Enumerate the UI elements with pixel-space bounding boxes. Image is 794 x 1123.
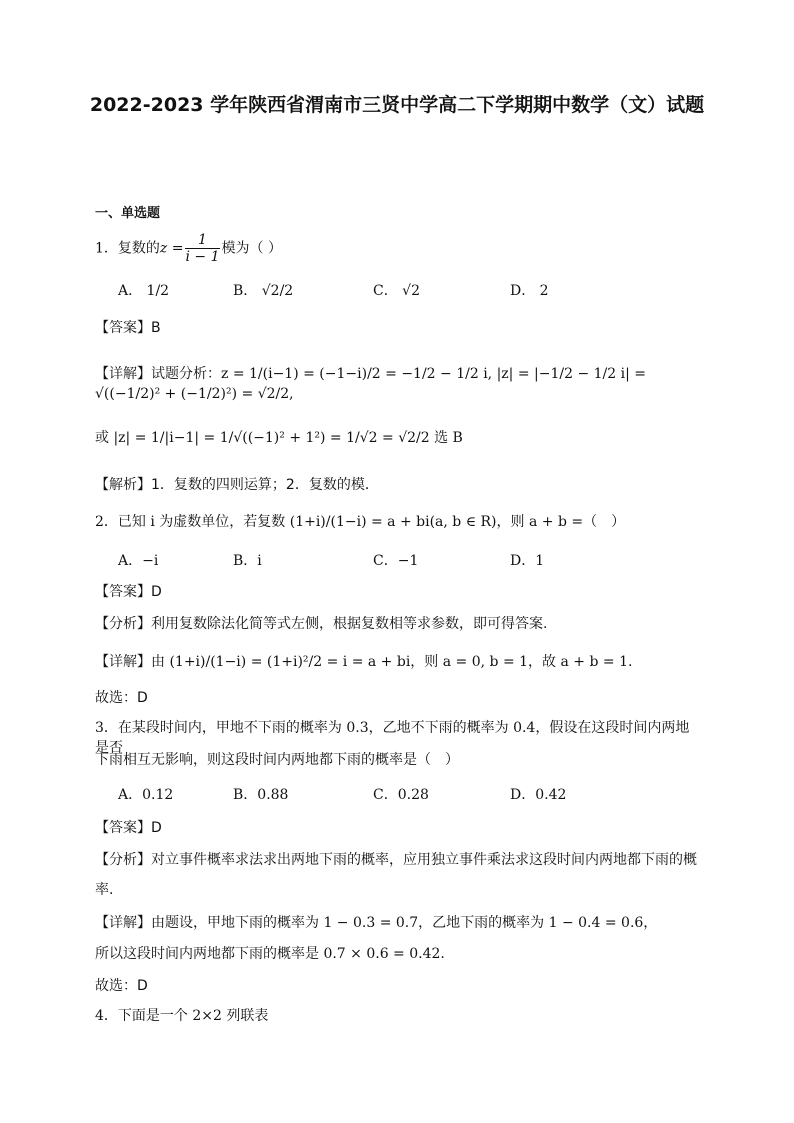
page-title: 2022-2023 学年陕西省渭南市三贤中学高二下学期期中数学（文）试题 xyxy=(89,94,705,116)
q4-stem: 4．下面是一个 2×2 列联表 xyxy=(95,1008,269,1024)
q1-detail-text: 试题分析：z = 1/(i−1) = (−1−i)/2 = −1/2 − 1/2 i, |z| = |−1/2 − 1/2 i| = √((−1/2)² + (−1/2)²) = √2/2, xyxy=(95,366,646,402)
q2-choice: 故选：D xyxy=(95,690,148,706)
q3-detail-line-1: 【详解】由题设，甲地下雨的概率为 1 − 0.3 = 0.7，乙地下雨的概率为 1 − 0.4 = 0.6， xyxy=(95,915,658,931)
q2-option-c: C．−1 xyxy=(373,553,419,569)
q1-detail-tag: 【详解】 xyxy=(95,366,151,382)
q1-frac-num: 1 xyxy=(185,232,219,249)
q2-analysis: 【分析】利用复数除法化简等式左侧，根据复数相等求参数，即可得答案. xyxy=(95,616,548,632)
q1-option-b: B． √2/2 xyxy=(233,283,294,299)
q3-detail-line-2: 所以这段时间内两地都下雨的概率是 0.7 × 0.6 = 0.42. xyxy=(95,946,445,962)
q3-option-b: B．0.88 xyxy=(233,787,289,803)
q1-detail-2: 或 |z| = 1/|i−1| = 1/√((−1)² + 1²) = 1/√2 = √2/2 选 B xyxy=(95,430,463,446)
q3-options xyxy=(118,784,678,804)
q1-detail xyxy=(95,364,699,404)
q2-option-d: D．1 xyxy=(510,553,545,569)
q3-analysis-line-2: 率. xyxy=(95,882,114,898)
q3-option-d: D．0.42 xyxy=(510,787,567,803)
q2-option-b: B．i xyxy=(233,553,262,569)
q2-option-a: A．−i xyxy=(118,553,159,569)
q3-stem-line-2: 下雨相互无影响，则这段时间内两地都下雨的概率是（ ） xyxy=(95,752,459,768)
q1-option-a: A． 1/2 xyxy=(118,283,170,299)
q1-analysis: 【解析】1．复数的四则运算；2．复数的模． xyxy=(95,477,379,493)
q2-detail: 【详解】由 (1+i)/(1−i) = (1+i)²/2 = i = a + bi，则 a = 0, b = 1，故 a + b = 1. xyxy=(95,654,633,670)
q3-stem-line-1: 3．在某段时间内，甲地不下雨的概率为 0.3，乙地不下雨的概率为 0.4，假设在这段时间内两地是否 xyxy=(95,720,690,756)
q1-stem xyxy=(95,232,699,265)
q3-choice: 故选：D xyxy=(95,978,148,994)
q2-answer: 【答案】D xyxy=(95,584,162,600)
q1-option-c: C． √2 xyxy=(373,283,420,299)
q2-options xyxy=(118,550,678,570)
q1-option-d: D． 2 xyxy=(510,283,549,299)
q2-stem: 2．已知 i 为虚数单位，若复数 (1+i)/(1−i) = a + bi(a, b ∈ R)，则 a + b =（ ） xyxy=(95,514,626,530)
q3-option-c: C．0.28 xyxy=(373,787,429,803)
q1-frac-den: i − 1 xyxy=(185,249,220,265)
q3-option-a: A．0.12 xyxy=(118,787,174,803)
q1-z: z = xyxy=(159,240,184,257)
section-heading: 一、单选题 xyxy=(95,206,161,221)
q1-options xyxy=(118,280,678,300)
q3-answer: 【答案】D xyxy=(95,820,162,836)
q1-stem-post: 模为（ ） xyxy=(221,240,282,257)
q3-analysis-line-1: 【分析】对立事件概率求法求出两地下雨的概率，应用独立事件乘法求这段时间内两地都下雨的概 xyxy=(95,852,697,868)
q1-stem-pre: 1．复数的 xyxy=(95,240,160,257)
q1-fraction xyxy=(185,232,219,265)
q1-answer: 【答案】B xyxy=(95,320,161,336)
